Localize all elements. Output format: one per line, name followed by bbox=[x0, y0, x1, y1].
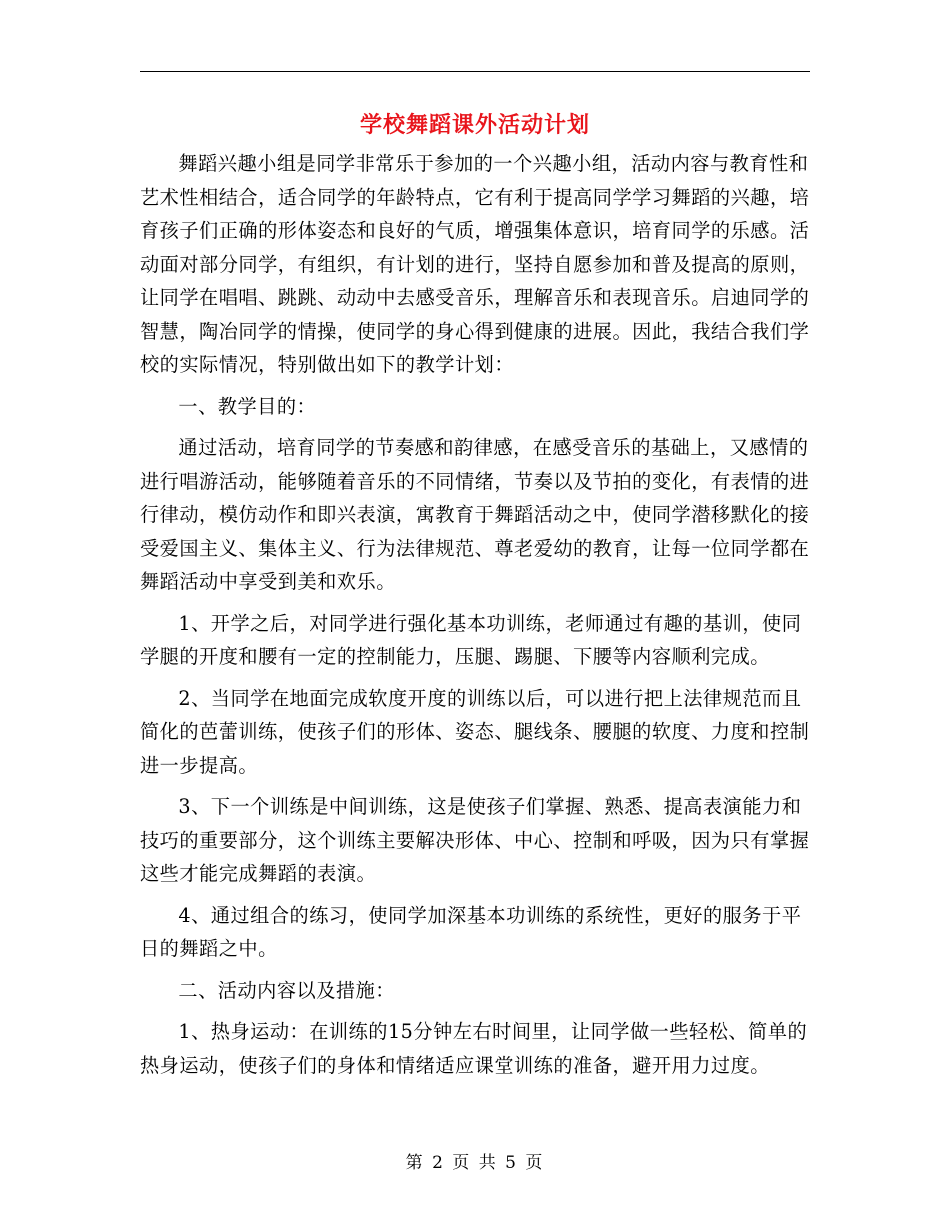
paragraph-item-3: 3、下一个训练是中间训练，这是使孩子们掌握、熟悉、提高表演能力和技巧的重要部分，这个训练主要解决形体、中心、控制和呼吸，因为只有掌握这些才能完成舞蹈的表演。 bbox=[140, 795, 810, 885]
header-rule bbox=[140, 71, 810, 72]
document-body bbox=[140, 147, 810, 1090]
document-title: 学校舞蹈课外活动计划 bbox=[359, 112, 590, 138]
paragraph-item-1: 1、开学之后，对同学进行强化基本功训练，老师通过有趣的基训，使同学腿的开度和腰有一定的控制能力，压腿、踢腿、下腰等内容顺利完成。 bbox=[140, 611, 802, 668]
section-heading-activities: 二、活动内容以及措施： bbox=[178, 978, 395, 1002]
paragraph-warmup: 1、热身运动：在训练的15分钟左右时间里，让同学做一些轻松、简单的热身运动，使孩子们的身体和情绪适应课堂训练的准备，避开用力过度。 bbox=[140, 1020, 808, 1077]
paragraph-item-2: 2、当同学在地面完成软度开度的训练以后，可以进行把上法律规范而且简化的芭蕾训练，使孩子们的形体、姿态、腿线条、腰腿的软度、力度和控制进一步提高。 bbox=[140, 686, 810, 777]
paragraph-intro: 舞蹈兴趣小组是同学非常乐于参加的一个兴趣小组，活动内容与教育性和艺术性相结合，适合同学的年龄特点，它有利于提高同学学习舞蹈的兴趣，培育孩子们正确的形体姿态和良好的气质，增强集体意识，培育同学的乐感。活动面对部分同学，有组织，有计划的进行，坚持自愿参加和普及提高的原则，让同学在唱唱、跳跳、动动中去感受音乐，理解音乐和表现音乐。启迪同学的智慧，陶冶同学的情操，使同学的身心得到健康的进展。因此，我结合我们学校的实际情况，特别做出如下的教学计划： bbox=[140, 152, 810, 376]
page-number-footer: 第 2 页 共 5 页 bbox=[405, 1153, 545, 1173]
section-heading-teaching-purpose: 一、教学目的： bbox=[178, 394, 317, 418]
paragraph-item-4: 4、通过组合的练习，使同学加深基本功训练的系统性，更好的服务于平日的舞蹈之中。 bbox=[140, 903, 802, 960]
paragraph-purpose: 通过活动，培育同学的节奏感和韵律感，在感受音乐的基础上，又感情的进行唱游活动，能够随着音乐的不同情绪，节奏以及节拍的变化，有表情的进行律动，模仿动作和即兴表演，寓教育于舞蹈活动之中，使同学潜移默化的接受爱国主义、集体主义、行为法律规范、尊老爱幼的教育，让每一位同学都在舞蹈活动中享受到美和欢乐。 bbox=[140, 436, 810, 593]
